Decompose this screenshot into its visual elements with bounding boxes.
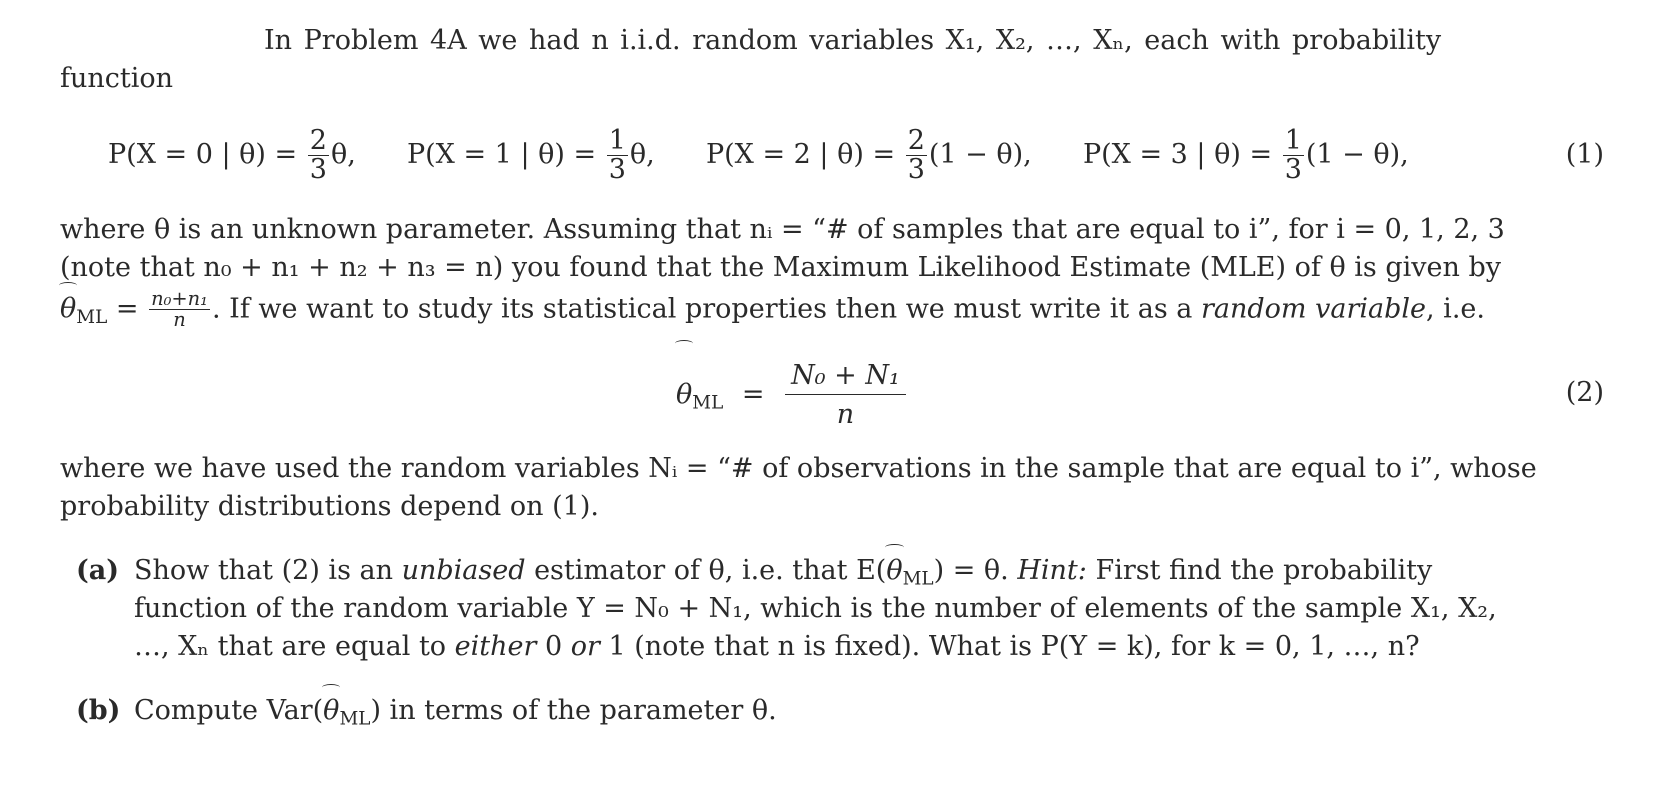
para2-line-2: (note that n₀ + n₁ + n₂ + n₃ = n) you found that the Maximum Likelihood Estimate (MLE) of θ is given by bbox=[60, 252, 1502, 283]
eq2-fraction: $\frac{\text{N₀ + N₁}}{n}$ bbox=[785, 362, 906, 430]
eq1-fraction-3: $\frac{2}{3}$ bbox=[907, 124, 925, 185]
part-b-line-1: Compute $Var(\theta_{ML})$ in terms of the parameter θ. bbox=[134, 695, 777, 730]
equation-1-number: (1) bbox=[1565, 139, 1604, 170]
eq1-term-2: P(X = 1 | θ) = $\frac{1}{3}$ θ, bbox=[406, 124, 655, 185]
part-b-label: (b) bbox=[76, 695, 121, 726]
equation-2-number: (2) bbox=[1565, 377, 1604, 408]
intro-line-2: function bbox=[60, 63, 174, 94]
mle-inline-fraction: $\frac{\text{n₀+n₁}}{n}$ bbox=[151, 287, 208, 332]
eq1-fraction-4: $\frac{1}{3}$ bbox=[1284, 124, 1302, 185]
equation-1 bbox=[108, 118, 1409, 192]
para2-line-3: $\theta_{ML}$ = $\frac{\text{n₀+n₁}}{n}$ . If we want to study its statistical properties then we must write it as a random variable, i.e. bbox=[60, 287, 1485, 332]
eq1-term-3: P(X = 2 | θ) = $\frac{2}{3}$ (1 − θ), bbox=[705, 124, 1032, 185]
part-a-line-3: …, Xₙ that are equal to either 0 or 1 (note that n is fixed). What is P(Y = k), for k = 0, 1, …, n? bbox=[134, 631, 1420, 662]
para3-line-2: probability distributions depend on (1). bbox=[60, 491, 599, 522]
equation-2: $\theta_{ML}$ = $\frac{\text{N₀ + N₁}}{n}$ bbox=[676, 350, 908, 440]
para2-line-1: where θ is an unknown parameter. Assuming that nᵢ = “# of samples that are equal to i”, for i = 0, 1, 2, 3 bbox=[60, 214, 1505, 245]
eq1-fraction-1: $\frac{2}{3}$ bbox=[309, 124, 327, 185]
intro-line-1: In Problem 4A we had n i.i.d. random variables X₁, X₂, …, Xₙ, each with probability bbox=[264, 25, 1442, 56]
para3-line-1: where we have used the random variables Nᵢ = “# of observations in the sample that are equal to i”, whose bbox=[60, 453, 1537, 484]
eq1-fraction-2: $\frac{1}{3}$ bbox=[608, 124, 626, 185]
part-a-label: (a) bbox=[76, 555, 120, 586]
eq1-term-1: P(X = 0 | θ) = $\frac{2}{3}$ θ, bbox=[108, 124, 356, 185]
part-a-line-1: Show that (2) is an unbiased estimator of θ, i.e. that $E(\theta_{ML}) = \theta$. Hint: First find the probability bbox=[134, 555, 1433, 590]
eq1-term-4: P(X = 3 | θ) = $\frac{1}{3}$ (1 − θ), bbox=[1082, 124, 1409, 185]
part-a-line-2: function of the random variable Y = N₀ + N₁, which is the number of elements of the sample X₁, X₂, bbox=[134, 593, 1497, 624]
